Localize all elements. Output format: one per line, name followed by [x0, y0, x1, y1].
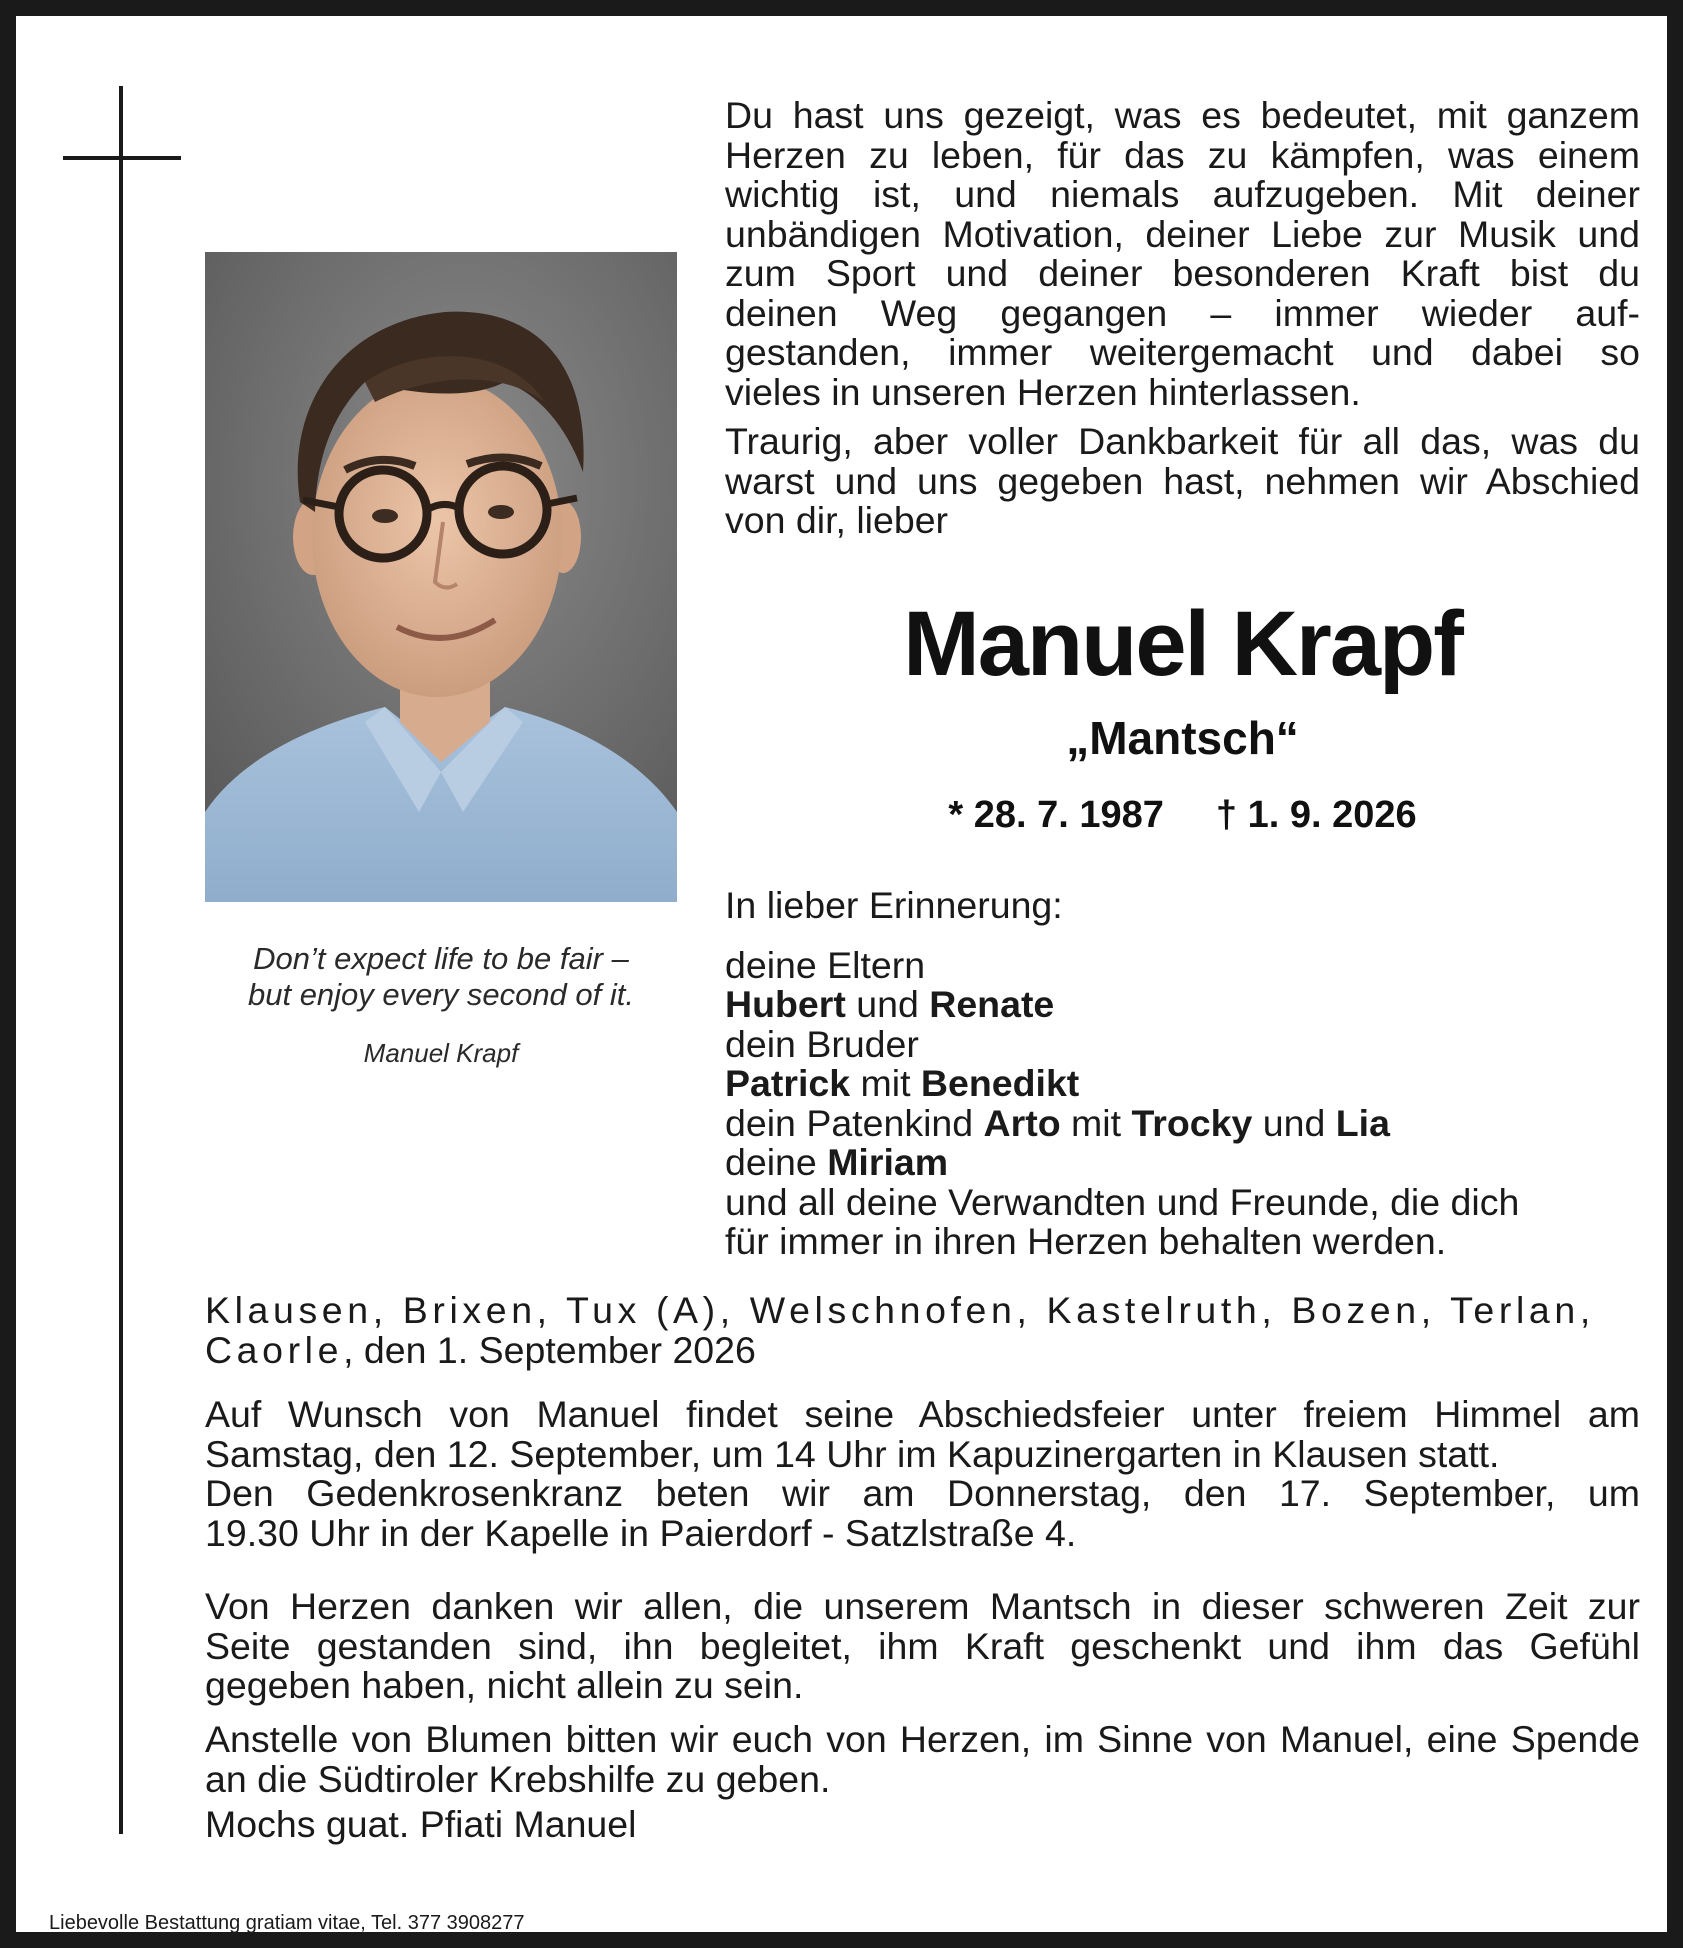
mourner-name: Trocky [1131, 1101, 1253, 1144]
text-line: Traurig, aber voller Dankbarkeit für all das, was du [725, 420, 1640, 462]
text-line: warst und uns gegeben hast, nehmen wir Abschied [725, 459, 1640, 502]
mourner-name: Benedikt [920, 1062, 1080, 1104]
places-line: Caorle [205, 1329, 344, 1371]
partner-label: deine [725, 1141, 828, 1183]
text-line: an die Südtiroler Krebshilfe zu geben. [205, 1757, 831, 1800]
connector: und [845, 983, 930, 1025]
parents-label: deine Eltern [725, 943, 926, 986]
text-line: unbändigen Motivation, deiner Liebe zur Musik und [725, 212, 1640, 255]
text-line: von dir, lieber [725, 499, 949, 541]
mourner-name: Arto [983, 1101, 1061, 1144]
places-date-line [205, 1330, 1585, 1370]
quote [196, 941, 686, 1013]
text-line: gegeben haben, nicht allein zu sein. [205, 1664, 804, 1706]
portrait-photo [205, 252, 677, 902]
quote-line: Don’t expect life to be fair – [253, 941, 629, 976]
mourner-name: Miriam [827, 1141, 949, 1183]
text-line: Du hast uns gezeigt, was es bedeutet, mit ganzem [725, 94, 1640, 136]
places-line: Klausen, Brixen, Tux (A), Welschnofen, Kastelruth, Bozen, Terlan, [205, 1289, 1595, 1331]
connector: mit [850, 1062, 921, 1104]
intro-paragraph [725, 96, 1640, 412]
text-line: deinen Weg gegangen – immer wieder auf- [725, 291, 1640, 334]
mourner-name: Renate [929, 983, 1055, 1025]
text-line: Den Gedenkrosenkranz beten wir am Donnerstag, den 17. September, um [205, 1472, 1640, 1514]
closing-line: und all deine Verwandten und Freunde, die dich [725, 1180, 1520, 1223]
death-date: † 1. 9. 2026 [1215, 794, 1417, 836]
partner-row [725, 1143, 1640, 1183]
text-line: wichtig ist, und niemals aufzugeben. Mit deiner [725, 173, 1640, 215]
mourner-name: Patrick [725, 1062, 851, 1104]
life-dates [725, 793, 1640, 837]
brother-label: dein Bruder [725, 1022, 919, 1065]
text-line: Mochs guat. Pfiati Manuel [205, 1803, 637, 1845]
brother-names [725, 1064, 1640, 1104]
text-line: vieles in unseren Herzen hinterlassen. [725, 370, 1361, 413]
mourners-list [725, 886, 1640, 1262]
thanks-paragraph [205, 1587, 1640, 1706]
notice-date: , den 1. September 2026 [343, 1329, 756, 1371]
cross-vertical [119, 86, 123, 1834]
text-line: 19.30 Uhr in der Kapelle in Paierdorf - Satzlstraße 4. [205, 1511, 1077, 1554]
goodbye-line [205, 1805, 1640, 1845]
deceased-nickname: „Mantsch“ [1066, 712, 1299, 764]
text-line: Herzen zu leben, für das zu kämpfen, was einem [725, 133, 1640, 176]
funeral-home-footer: Liebevolle Bestattung gratiam vitae, Tel. 377 3908277 [49, 1912, 525, 1934]
birth-date: * 28. 7. 1987 [948, 794, 1164, 836]
cross-horizontal [63, 156, 181, 160]
memory-heading: In lieber Erinnerung: [725, 884, 1063, 926]
text-line: Samstag, den 12. September, um 14 Uhr im Kapuzinergarten in Klausen statt. [205, 1432, 1500, 1475]
text-line: Auf Wunsch von Manuel findet seine Abschiedsfeier unter freiem Himmel am [205, 1393, 1640, 1435]
text-line: gestanden, immer weitergemacht und dabei so [725, 331, 1640, 373]
godchild-label: dein Patenkind [725, 1101, 984, 1144]
quote-author: Manuel Krapf [363, 1038, 519, 1068]
ceremony-paragraph [205, 1395, 1640, 1553]
closing-line: für immer in ihren Herzen behalten werden. [725, 1220, 1447, 1262]
connector: mit [1060, 1101, 1132, 1144]
text-line: Von Herzen danken wir allen, die unserem Mantsch in dieser schweren Zeit zur [205, 1585, 1640, 1627]
deceased-name: Manuel Krapf [903, 593, 1462, 695]
donation-paragraph [205, 1720, 1640, 1799]
places-and-date [205, 1289, 1595, 1371]
godchild-row [725, 1101, 1640, 1144]
mourner-name: Lia [1335, 1101, 1390, 1144]
parents-names [725, 985, 1640, 1025]
mourner-name: Hubert [725, 983, 846, 1025]
text-line: Anstelle von Blumen bitten wir euch von Herzen, im Sinne von Manuel, eine Spende [205, 1718, 1640, 1760]
farewell-paragraph [725, 422, 1640, 541]
quote-line: but enjoy every second of it. [247, 977, 634, 1012]
text-line: Seite gestanden sind, ihn begleitet, ihm Kraft geschenkt und ihm das Gefühl [205, 1624, 1640, 1667]
connector: und [1252, 1101, 1336, 1144]
text-line: zum Sport und deiner besonderen Kraft bist du [725, 252, 1640, 294]
